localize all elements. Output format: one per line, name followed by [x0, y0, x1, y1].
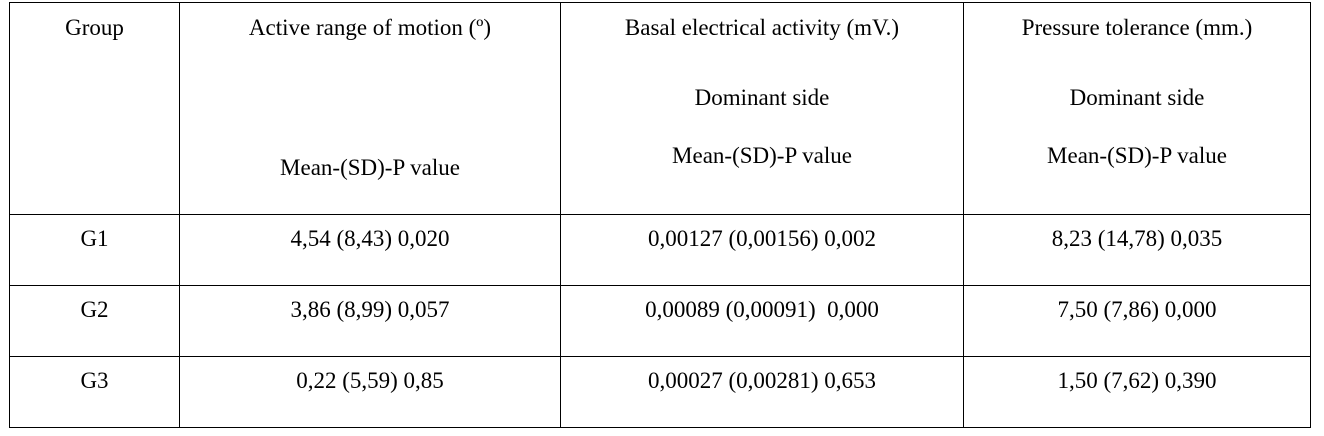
cell-group — [10, 286, 180, 357]
cell-pressure — [964, 286, 1311, 357]
header-pressure-side: Dominant side — [1069, 85, 1205, 110]
table-row — [10, 215, 1311, 286]
basal-value: 0,00127 (0,00156) 0,002 — [647, 226, 877, 251]
basal-value: 0,00027 (0,00281) 0,653 — [647, 368, 877, 393]
cell-rom — [180, 357, 561, 428]
pressure-value: 8,23 (14,78) 0,035 — [1051, 226, 1223, 251]
cell-rom — [180, 286, 561, 357]
cell-group — [10, 357, 180, 428]
header-basal-stat: Mean-(SD)-P value — [672, 143, 852, 168]
cell-pressure — [964, 357, 1311, 428]
group-label: G1 — [80, 226, 109, 251]
group-label: G3 — [80, 368, 109, 393]
header-group — [10, 3, 180, 215]
header-basal-title: Basal electrical activity (mV.) — [624, 15, 900, 40]
header-pressure-stat: Mean-(SD)-P value — [1047, 143, 1227, 168]
header-rom — [180, 3, 561, 215]
results-table — [9, 2, 1311, 428]
cell-rom — [180, 215, 561, 286]
pressure-value: 7,50 (7,86) 0,000 — [1057, 297, 1217, 322]
rom-value: 3,86 (8,99) 0,057 — [290, 297, 450, 322]
header-rom-stat: Mean-(SD)-P value — [280, 155, 460, 180]
rom-value: 4,54 (8,43) 0,020 — [290, 226, 450, 251]
cell-group — [10, 215, 180, 286]
header-basal — [561, 3, 964, 215]
basal-value: 0,00089 (0,00091) 0,000 — [645, 297, 879, 322]
cell-basal — [561, 215, 964, 286]
header-pressure-title: Pressure tolerance (mm.) — [1021, 15, 1253, 40]
cell-pressure — [964, 215, 1311, 286]
header-group-label: Group — [65, 15, 124, 40]
table-row — [10, 357, 1311, 428]
group-label: G2 — [80, 297, 109, 322]
cell-basal — [561, 286, 964, 357]
table-row — [10, 286, 1311, 357]
header-rom-title: Active range of motion (º) — [248, 15, 492, 40]
pressure-value: 1,50 (7,62) 0,390 — [1057, 368, 1217, 393]
header-row — [10, 3, 1311, 215]
header-basal-side: Dominant side — [694, 85, 830, 110]
rom-value: 0,22 (5,59) 0,85 — [296, 368, 444, 393]
header-pressure — [964, 3, 1311, 215]
cell-basal — [561, 357, 964, 428]
